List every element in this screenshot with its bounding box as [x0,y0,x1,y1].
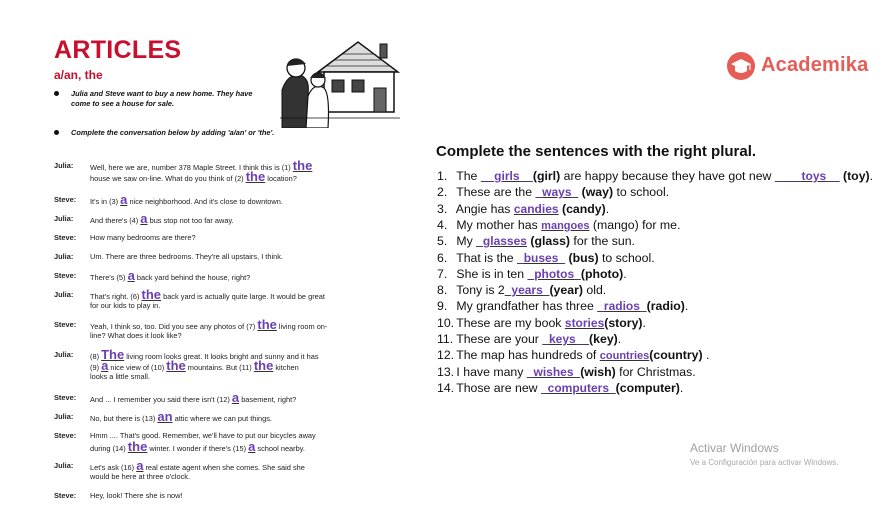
dialogue-text: real estate agent when she comes. She said she [143,463,305,472]
dialogue-line [90,371,440,382]
worksheet-subtitle: a/an, the [54,68,103,82]
speaker-label: Julia: [54,252,74,261]
dialogue-line [90,213,440,226]
sentence-text: . [869,169,874,183]
logo-wordmark: Academika [761,54,869,76]
sentence-number: 13. [437,364,455,379]
base-word: (key) [589,332,618,346]
activation-watermark-subtitle: Ve a Configuración para activar Windows. [690,458,839,467]
sentence-text: . [679,380,684,395]
plural-answer: _radios_ [597,299,647,314]
plural-sentence [437,251,655,265]
speaker-label: Julia: [54,290,74,299]
intro-text: Julia and Steve want to buy a new home. They have come to see a house for sale. [71,89,253,108]
base-word: (girl) [532,169,561,183]
base-word: (way) [581,185,614,200]
sentence-number: 1. [437,169,448,183]
dialogue-text: line? What does it look like? [90,331,182,340]
article-answer: a [248,439,256,454]
article-answer: a [127,268,135,283]
dialogue-text: during (14) [90,444,128,453]
plural-answer: stories [564,315,605,330]
speaker-label: Julia: [54,412,74,421]
dialogue-text: back yard behind the house, right? [134,273,251,282]
article-answer: the [292,158,313,173]
plural-answer: _ways_ [535,185,579,200]
sentence-text: That is the [456,250,518,265]
dialogue-text: mountains. But (11) [185,363,254,372]
dialogue-text: bus stop not too far away. [147,216,234,225]
dialogue-line [90,471,440,482]
academika-logo [727,52,877,82]
plural-sentence [437,365,696,379]
plural-sentence [437,218,680,232]
dialogue-text: kitchen [273,363,299,372]
plural-answer: _buses_ [517,250,566,265]
article-answer: the [127,439,148,454]
dialogue-text: attic where we can put things. [172,414,272,423]
dialogue-text: looks a little small. [90,372,150,381]
sentence-text: . [623,266,627,281]
dialogue-line [90,300,440,311]
dialogue-line [90,270,440,283]
sentence-number: 7. [437,266,448,281]
sentence-text: . [605,201,610,216]
sentence-number: 5. [437,234,448,249]
plural-answer: _photos_ [527,266,581,281]
speaker-label: Steve: [54,320,77,329]
dialogue-text: winter. I wonder if there's (15) [147,444,249,453]
article-answer: a [136,458,144,473]
activation-watermark-title: Activar Windows [690,441,779,455]
sentence-number: 12. [437,348,455,363]
dialogue-text: house we saw on-line. What do you think of (2) [90,174,246,183]
bullet-icon [54,91,59,96]
article-answer: a [101,358,109,373]
sentence-text: The [456,169,481,183]
house-couple-illustration [280,32,400,128]
plural-sentence [437,202,609,216]
plural-sentence [437,169,873,183]
speaker-label: Steve: [54,271,77,280]
plural-sentence [437,267,627,281]
speaker-label: Steve: [54,491,77,500]
sentence-text: (mango) for me. [589,217,681,232]
plural-answer: _years_ [504,283,550,298]
base-word: (country) [649,348,703,363]
plural-answer: _glasses [476,234,527,249]
dialogue-text: for our kids to play in. [90,301,161,310]
instruction-text: Complete the conversation below by adding 'a/an' or 'the'. [71,128,275,137]
bullet-icon [54,130,59,135]
article-answer: the [253,358,274,373]
dialogue-line [90,411,440,424]
sentence-text: . [684,299,689,314]
sentence-text: These are your [456,332,543,346]
sentence-text: to school. [598,250,655,265]
dialogue-text: There's (5) [90,273,128,282]
plural-sentence [437,185,669,199]
dialogue-text: Hmm .... That's good. Remember, we'll have to put our bicycles away [90,431,316,440]
article-answer: a [140,211,148,226]
base-word: (photo) [580,266,624,281]
base-word: (radio) [646,299,685,314]
dialogue-line [90,251,440,262]
dialogue-text: Yeah, I think so, too. Did you see any photos of (7) [90,322,258,331]
dialogue-text: And there's (4) [90,216,141,225]
plural-exercise-heading: Complete the sentences with the right plural. [436,143,757,160]
article-answer: the [257,317,277,332]
dialogue-text: living room on- [276,322,328,331]
article-answer: a [120,192,128,207]
dialogue-line [90,330,440,341]
plural-answer: _keys__ [542,332,590,346]
base-word: (year) [549,283,583,298]
dialogue-line [90,490,440,501]
sentence-number: 4. [437,217,448,232]
plural-answer: candies [513,201,559,216]
sentence-number: 10. [437,315,455,330]
dialogue-text: nice neighborhood. And it's close to downtown. [127,197,283,206]
sentence-text: . [617,332,622,346]
dialogue-line [90,441,440,454]
speaker-label: Steve: [54,431,77,440]
sentence-text: are happy because they have got new [560,169,775,183]
dialogue-text: living room looks great. It looks bright and sunny and it has [124,352,319,361]
dialogue-text: school nearby. [255,444,305,453]
article-answer: The [101,347,125,362]
worksheet-title: ARTICLES [54,36,182,64]
plural-sentence [437,348,709,362]
plural-answer: __girls__ [480,169,533,183]
base-word: (story) [604,315,643,330]
plural-answer: _wishes_ [526,364,581,379]
dialogue-line [90,232,440,243]
dialogue-text: How many bedrooms are there? [90,233,196,242]
speaker-label: Julia: [54,214,74,223]
sentence-number: 14. [437,380,455,395]
speaker-label: Steve: [54,233,77,242]
article-answer: the [245,169,266,184]
plural-answer: _computers_ [540,380,616,395]
dialogue-text: would be here at three o'clock. [90,472,191,481]
dialogue-text: Well, here we are, number 378 Maple Street. I think this is (1) [90,163,293,172]
sentence-text: Angie has [455,201,514,216]
sentence-number: 6. [437,250,448,265]
plural-sentence [437,316,646,330]
dialogue-text: back yard is actually quite large. It would be great [161,292,325,301]
plural-answer: countries [599,350,650,363]
sentence-number: 11. [437,332,454,346]
sentence-text: for the sun. [570,234,635,249]
sentence-text: The map has hundreds of [456,348,600,363]
dialogue-text: Um. There are three bedrooms. They're all upstairs, I think. [90,252,283,261]
base-word: (bus) [568,250,599,265]
sentence-number: 9. [437,299,448,314]
dialogue-text: (9) [90,363,102,372]
plural-answer: ____toys__ [774,169,840,183]
speaker-label: Julia: [54,461,74,470]
plural-sentence [437,332,621,346]
dialogue-text: It's in (3) [90,197,121,206]
base-word: (computer) [615,380,680,395]
article-answer: the [141,287,162,302]
article-answer: the [166,358,186,373]
dialogue-text: (8) [90,352,102,361]
base-word: (wish) [580,364,616,379]
dialogue-line [90,392,440,405]
sentence-number: 2. [437,185,448,200]
sentence-text: My grandfather has three [456,299,598,314]
sentence-text: old. [582,283,607,298]
graduation-cap-icon [727,52,755,80]
speaker-label: Steve: [54,195,77,204]
sentence-text: These are the [456,185,536,200]
sentence-text: . [702,348,710,363]
plural-answer: mangoes [541,219,590,232]
speaker-label: Julia: [54,161,74,170]
dialogue-text: No, but there is (13) [90,414,158,423]
dialogue-text: basement, right? [239,395,297,404]
sentence-text: for Christmas. [615,364,696,379]
plural-sentence [437,381,683,395]
dialogue-text: And ... I remember you said there isn't (12) [90,395,232,404]
sentence-text: Those are new [456,380,541,395]
article-answer: a [231,390,240,405]
dialogue-line [90,171,440,184]
dialogue-text: Let's ask (16) [90,463,137,472]
dialogue-line [90,194,440,207]
plural-sentence [437,299,688,313]
sentence-text: She is in ten [456,266,528,281]
sentence-text: My mother has [456,217,542,232]
sentence-number: 8. [437,283,448,298]
articles-worksheet [0,0,420,529]
dialogue-text: location? [265,174,297,183]
plural-sentence [437,283,606,297]
article-answer: an [157,409,173,424]
sentence-text: I have many [456,364,527,379]
sentence-text: Tony is 2 [456,283,505,298]
sentence-text: to school. [613,185,670,200]
base-word: (candy) [562,201,606,216]
sentence-number: 3. [437,201,448,216]
speaker-label: Steve: [54,393,77,402]
base-word: (glass) [530,234,571,249]
plural-sentence [437,234,635,248]
sentence-text: . [642,315,646,330]
sentence-text: These are my book [456,315,565,330]
dialogue-text: That's right. (6) [90,292,142,301]
dialogue-text: Hey, look! There she is now! [90,491,183,500]
dialogue-text: nice view of (10) [108,363,167,372]
sentence-text: My [456,234,477,249]
speaker-label: Julia: [54,350,74,359]
base-word: (toy) [839,169,870,183]
